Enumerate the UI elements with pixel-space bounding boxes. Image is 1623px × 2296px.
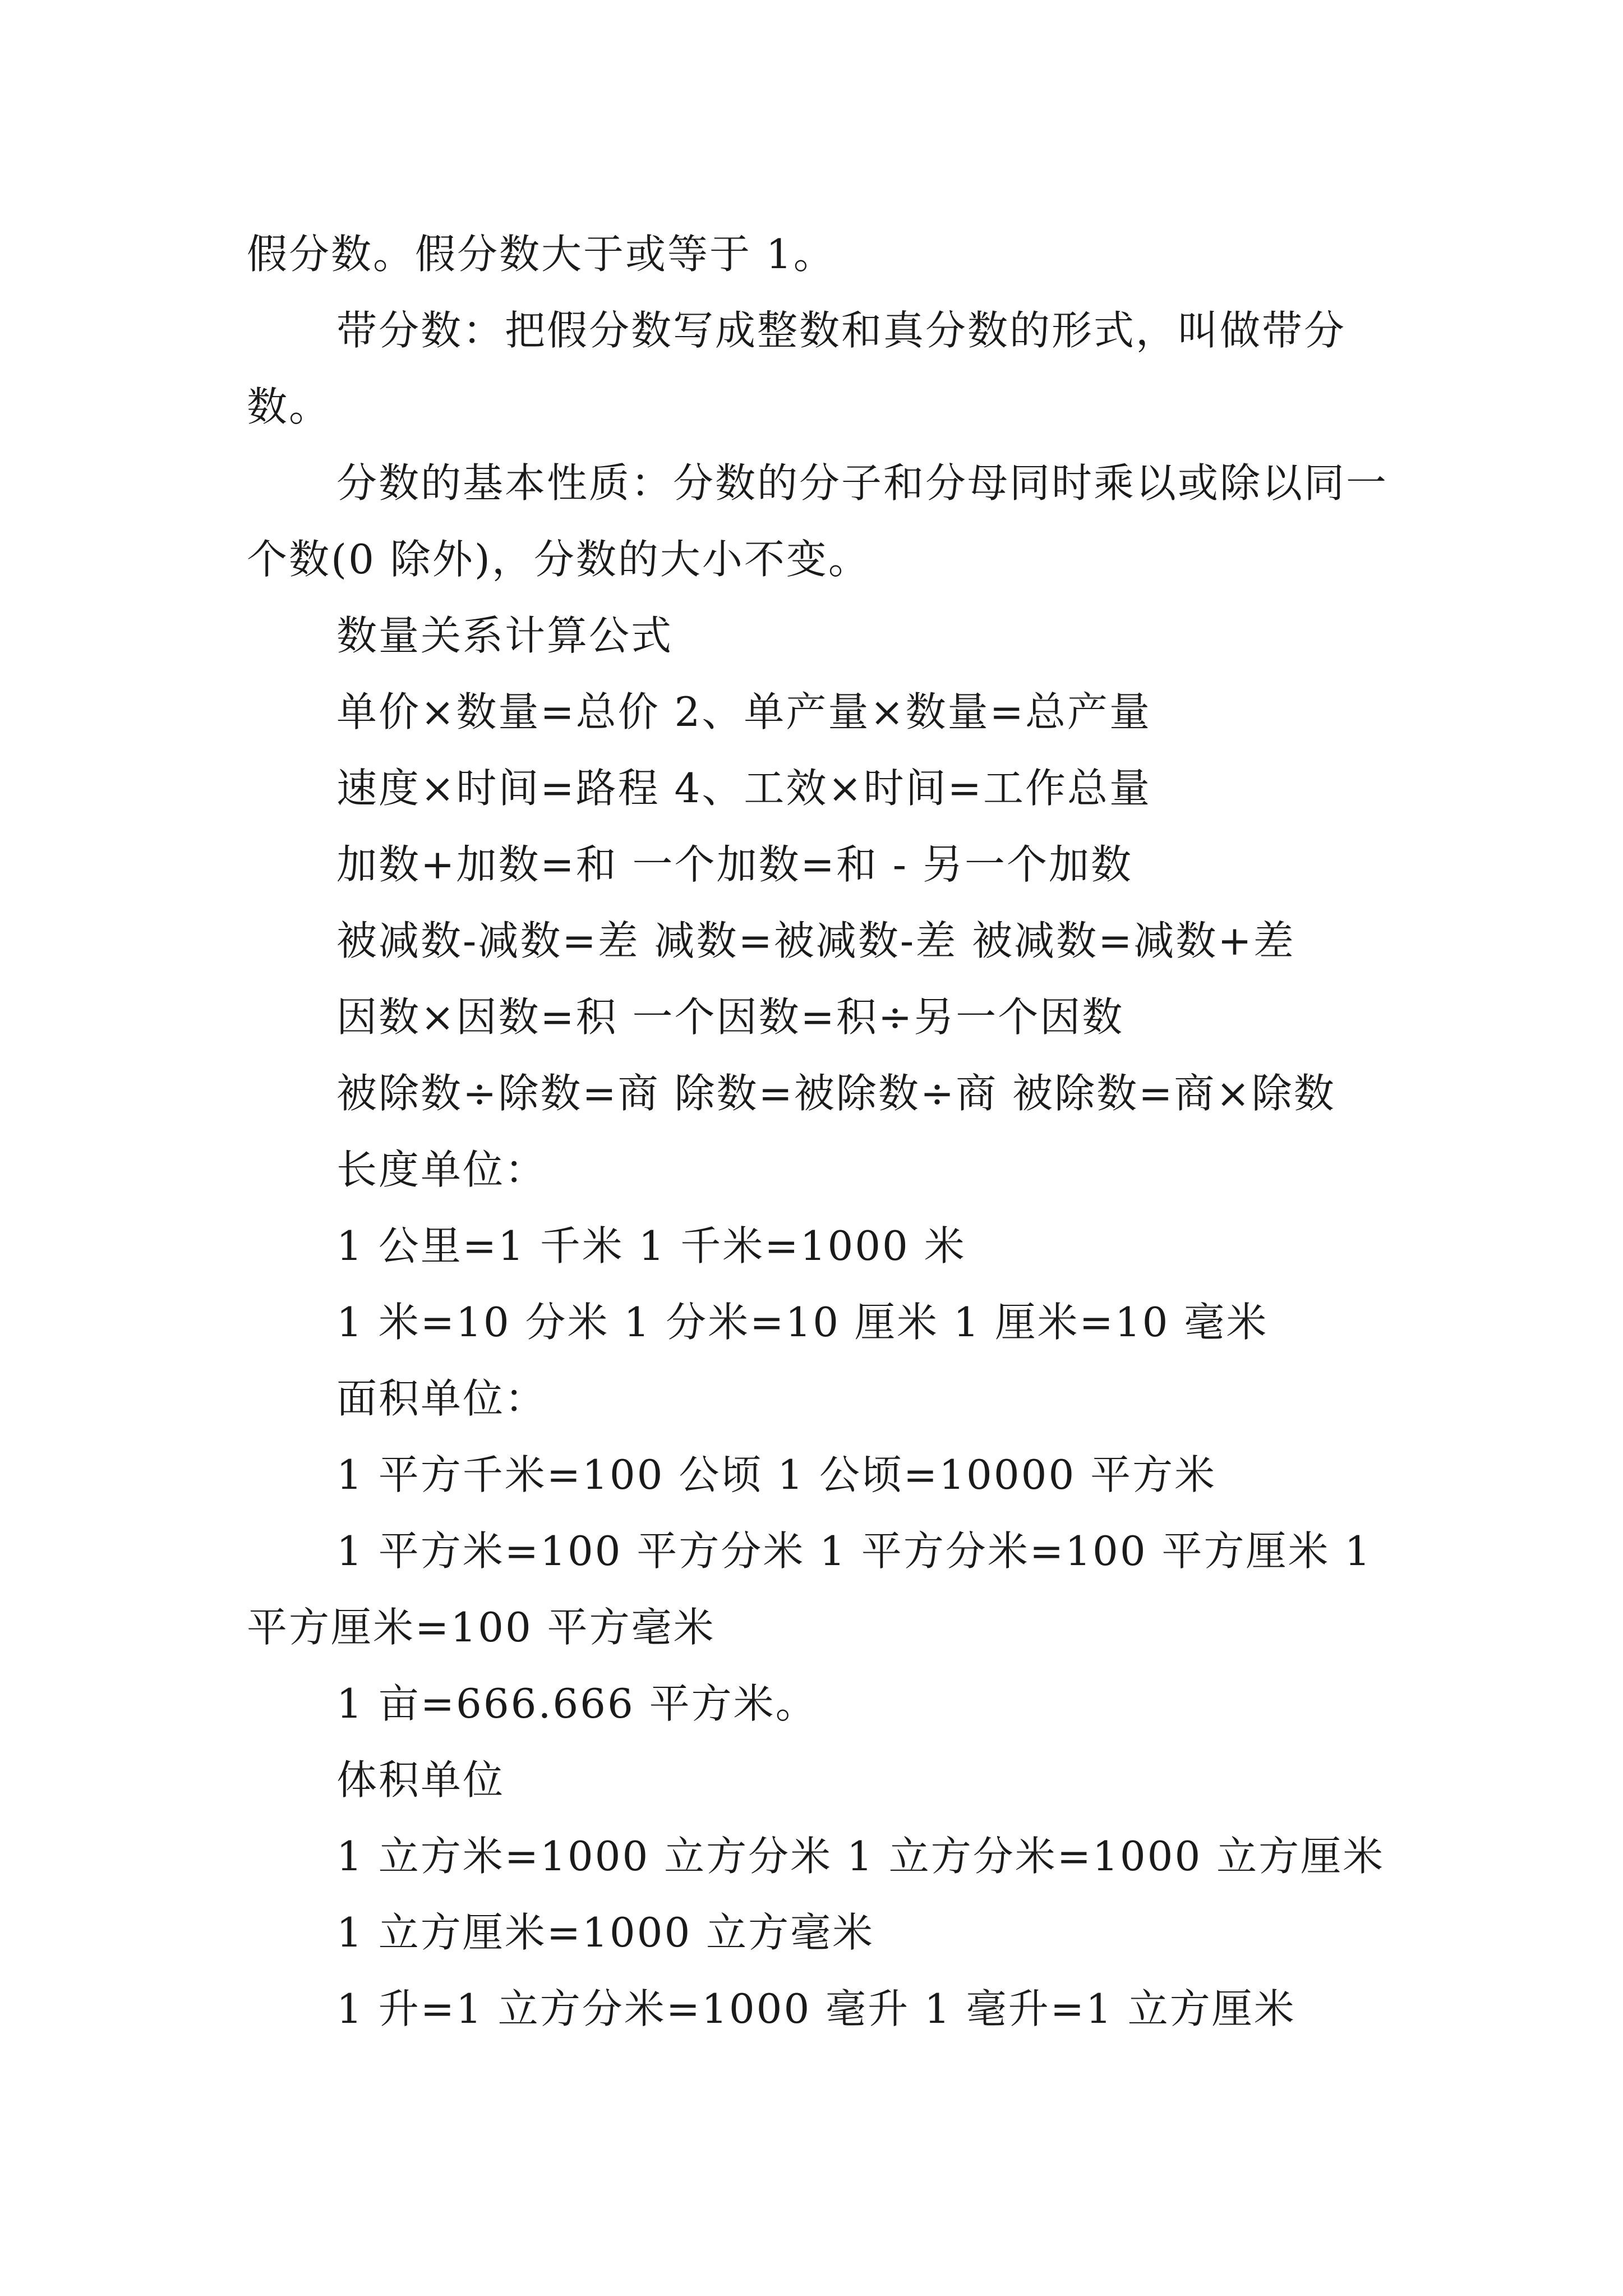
area-units-km2: 1 平方千米=100 公顷 1 公顷=10000 平方米: [336, 1451, 1217, 1498]
formula-division: 被除数÷除数=商 除数=被除数÷商 被除数=商×除数: [336, 1070, 1336, 1117]
formula-price-output: 单价×数量=总价 2、单产量×数量=总产量: [336, 688, 1152, 735]
formula-subtraction: 被减数-减数=差 减数=被减数-差 被减数=减数+差: [336, 917, 1295, 964]
formula-multiplication: 因数×因数=积 一个因数=积÷另一个因数: [336, 993, 1124, 1041]
length-units-m: 1 米=10 分米 1 分米=10 厘米 1 厘米=10 毫米: [336, 1299, 1269, 1346]
heading-length-units: 长度单位：: [336, 1146, 547, 1193]
volume-units-liter: 1 升=1 立方分米=1000 毫升 1 毫升=1 立方厘米: [336, 1985, 1296, 2032]
paragraph-mixed-number: 带分数：把假分数写成整数和真分数的形式，叫做带分数。: [247, 307, 1347, 430]
formula-speed-work: 速度×时间=路程 4、工效×时间=工作总量: [336, 765, 1152, 812]
heading-area-units: 面积单位：: [336, 1375, 547, 1422]
volume-units-m3: 1 立方米=1000 立方分米 1 立方分米=1000 立方厘米: [336, 1833, 1385, 1880]
document-body: [247, 216, 1391, 2047]
heading-volume-units: 体积单位: [336, 1756, 505, 1803]
area-units-mu: 1 亩=666.666 平方米。: [336, 1680, 818, 1727]
heading-quantity-formulas: 数量关系计算公式: [336, 612, 674, 659]
area-units-m2: 1 平方米=100 平方分米 1 平方分米=100 平方厘米 1 平方厘米=100 平方毫米: [247, 1527, 1372, 1651]
paragraph-fraction-property: 分数的基本性质：分数的分子和分母同时乘以或除以同一个数(0 除外)，分数的大小不变。: [247, 459, 1389, 583]
volume-units-cm3: 1 立方厘米=1000 立方毫米: [336, 1909, 875, 1956]
formula-addition: 加数+加数=和 一个加数=和 - 另一个加数: [336, 841, 1133, 888]
length-units-km: 1 公里=1 千米 1 千米=1000 米: [336, 1222, 966, 1269]
paragraph-improper-fraction: 假分数。假分数大于或等于 1。: [247, 231, 836, 278]
